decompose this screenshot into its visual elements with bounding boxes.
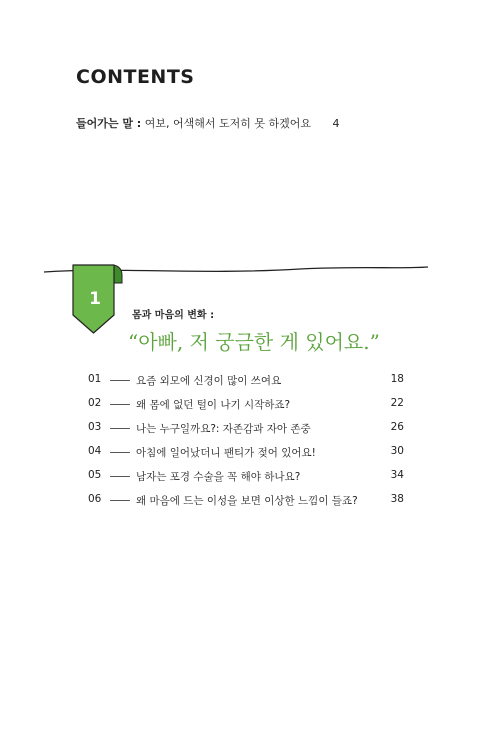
entry-page-number: 34 xyxy=(390,469,404,481)
intro-entry[interactable] xyxy=(76,115,339,131)
intro-label: 들어가는 말 : xyxy=(76,117,142,130)
entry-number: 03 xyxy=(88,421,102,433)
entry-page-number: 30 xyxy=(390,445,404,457)
chapter-label: 몸과 마음의 변화 : xyxy=(132,310,215,321)
intro-title: 여보, 어색해서 도저히 못 하겠어요 xyxy=(144,117,311,130)
entry-title: 왜 마음에 드는 이성을 보면 이상한 느낌이 들죠? xyxy=(136,495,358,507)
entry-number: 02 xyxy=(88,397,102,409)
chapter-number: 1 xyxy=(89,289,101,309)
entry-dash xyxy=(110,428,130,429)
toc-entry[interactable] xyxy=(88,421,404,445)
chapter-quote: “아빠, 저 궁금한 게 있어요.” xyxy=(128,330,380,354)
entry-title: 아침에 일어났더니 팬티가 젖어 있어요! xyxy=(136,447,316,459)
entry-number: 05 xyxy=(88,469,102,481)
entry-dash xyxy=(110,476,130,477)
entry-number: 06 xyxy=(88,493,102,505)
toc-entry[interactable] xyxy=(88,493,404,517)
entry-number: 04 xyxy=(88,445,102,457)
toc-entry[interactable] xyxy=(88,445,404,469)
entry-dash xyxy=(110,380,130,381)
entry-title: 남자는 포경 수술을 꼭 해야 하나요? xyxy=(136,471,301,483)
entry-page-number: 26 xyxy=(390,421,404,433)
intro-page-number: 4 xyxy=(332,117,340,130)
entry-title: 나는 누구일까요?: 자존감과 자아 존중 xyxy=(136,423,311,435)
entry-number: 01 xyxy=(88,373,102,385)
toc-entry[interactable] xyxy=(88,469,404,493)
entry-dash xyxy=(110,404,130,405)
toc-list xyxy=(88,373,404,517)
toc-entry[interactable] xyxy=(88,373,404,397)
entry-title: 요즘 외모에 신경이 많이 쓰여요 xyxy=(136,375,282,387)
page-title: CONTENTS xyxy=(76,66,195,88)
entry-page-number: 22 xyxy=(390,397,404,409)
entry-page-number: 38 xyxy=(390,493,404,505)
toc-entry[interactable] xyxy=(88,397,404,421)
entry-title: 왜 몸에 없던 털이 나기 시작하죠? xyxy=(136,399,291,411)
entry-dash xyxy=(110,500,130,501)
entry-dash xyxy=(110,452,130,453)
entry-page-number: 18 xyxy=(390,373,404,385)
